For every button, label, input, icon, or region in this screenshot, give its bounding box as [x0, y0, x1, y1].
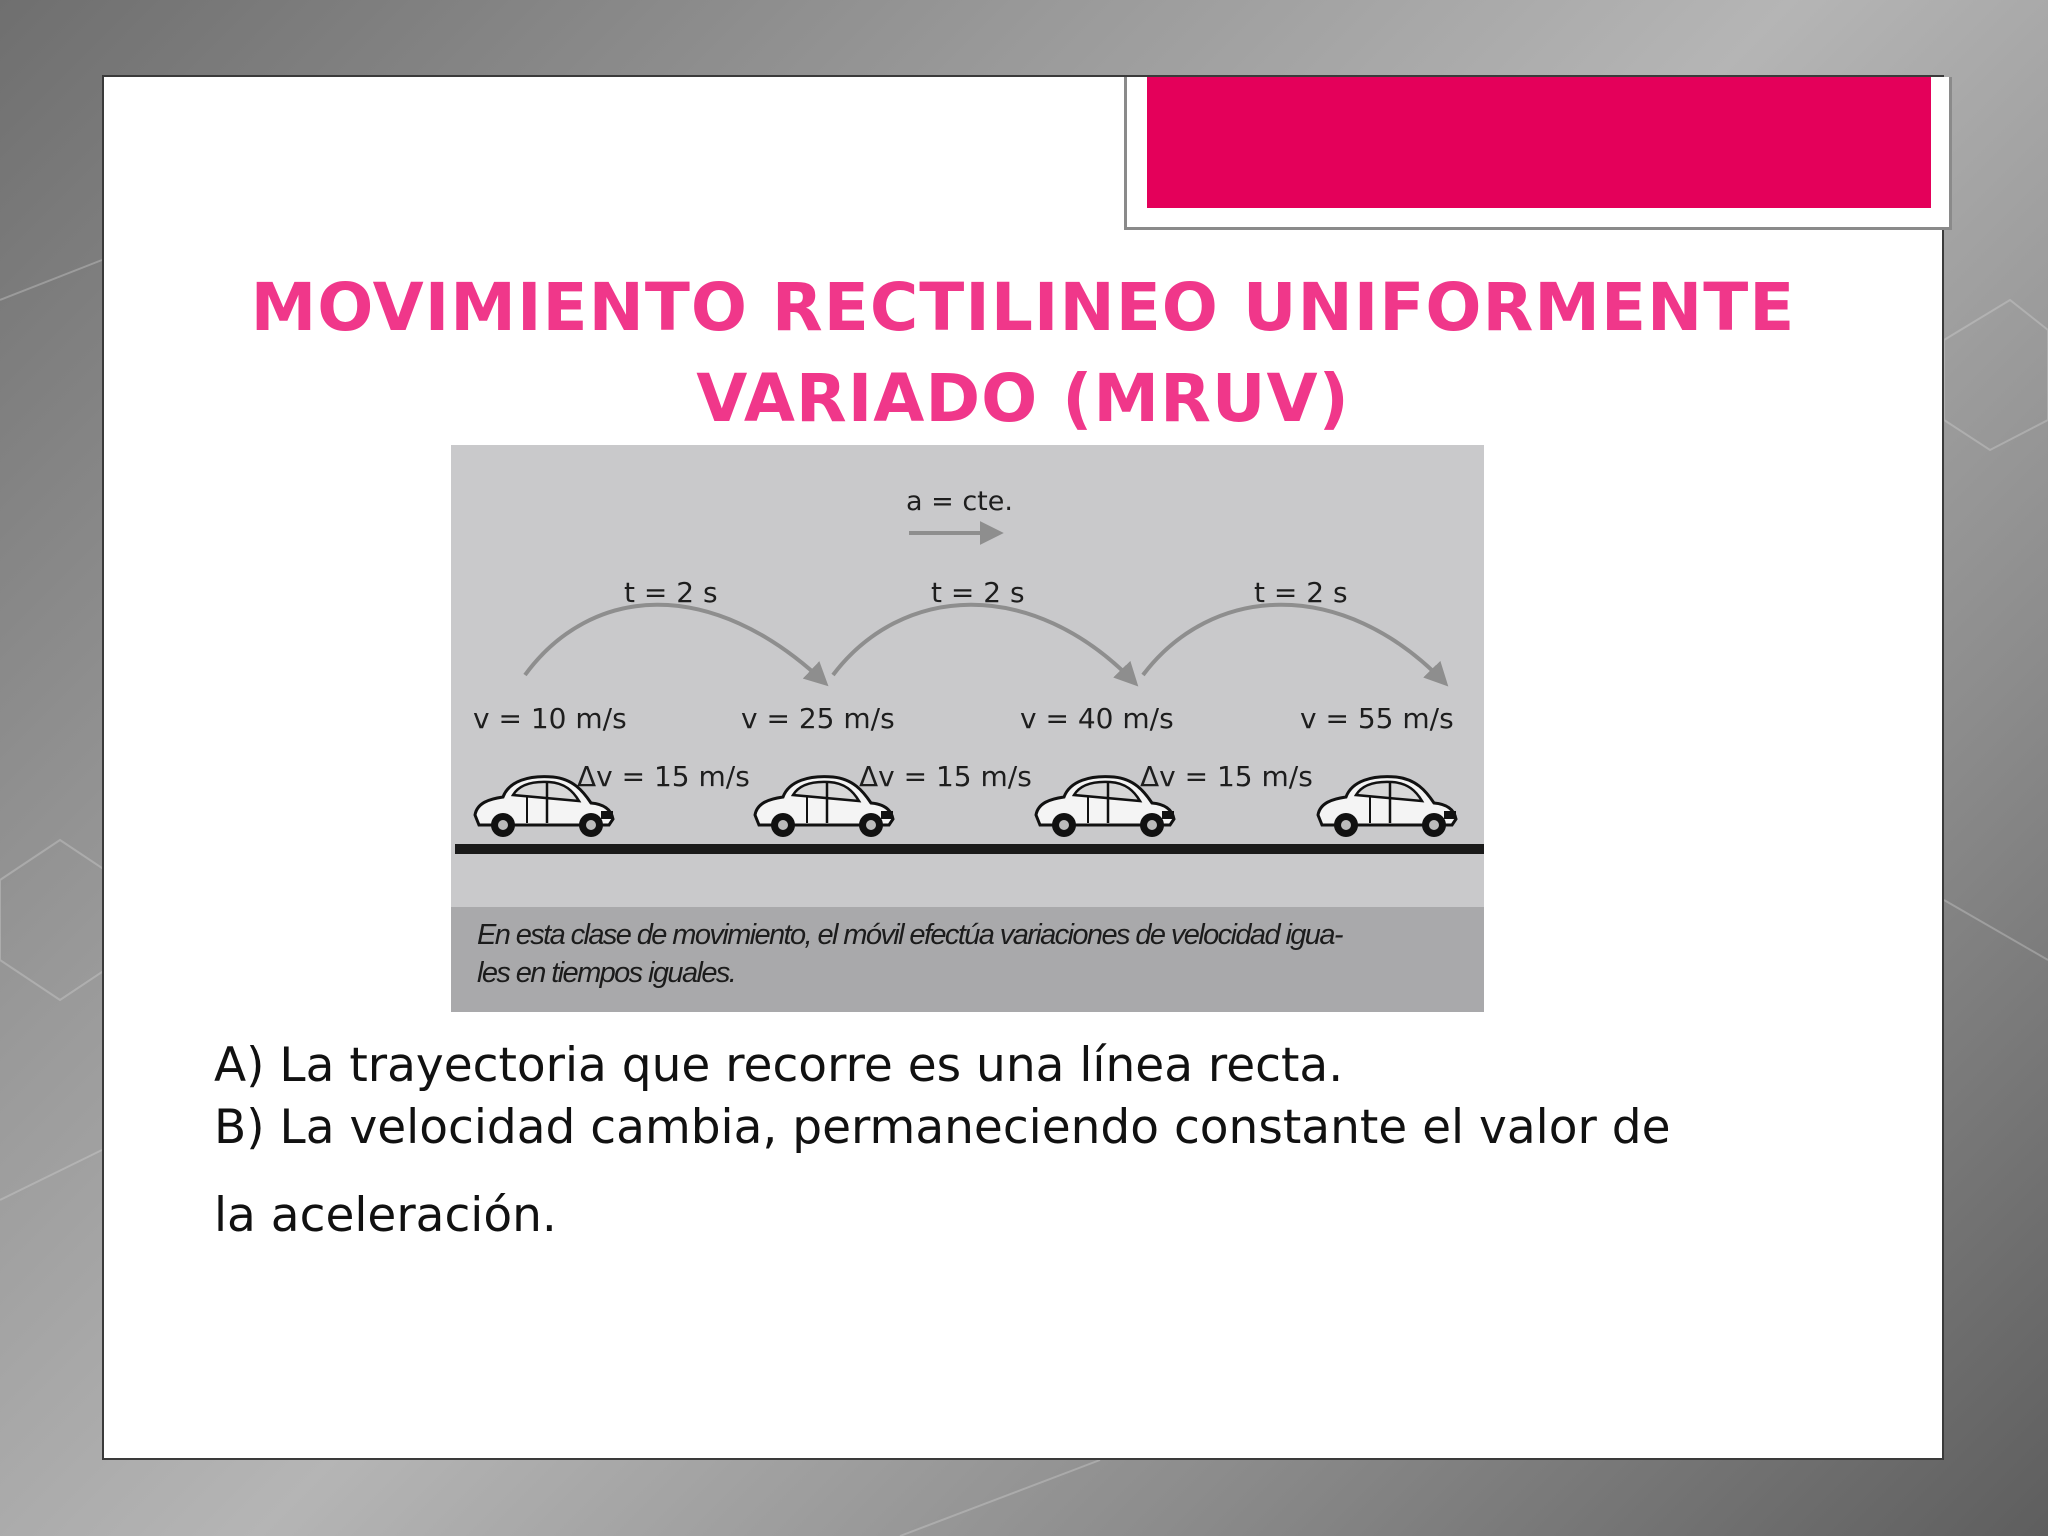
- point-b-line-1: B) La velocidad cambia, permaneciendo constante el valor de: [214, 1100, 1671, 1155]
- interval-arc: [833, 605, 1135, 683]
- velocity-label: v = 25 m/s: [741, 702, 895, 735]
- interval-time-label: t = 2 s: [1254, 576, 1348, 609]
- caption-line-1: En esta clase de movimiento, el móvil efectúa variaciones de velocidad igua-: [477, 919, 1342, 951]
- slide-title: [102, 262, 1944, 444]
- road: [455, 844, 1484, 854]
- acceleration-label: a = cte.: [906, 486, 1013, 517]
- delta-velocity-label: Δv = 15 m/s: [1140, 760, 1313, 793]
- caption-line-2: les en tiempos iguales.: [477, 957, 736, 989]
- point-b-line-2: la aceleración.: [214, 1188, 557, 1243]
- title-line-2: VARIADO (MRUV): [696, 360, 1350, 437]
- interval-arc: [525, 605, 825, 683]
- point-a: A) La trayectoria que recorre es una línea recta.: [214, 1038, 1344, 1093]
- car-icon: [1318, 777, 1456, 837]
- interval-arc: [1143, 605, 1445, 683]
- velocity-label: v = 10 m/s: [473, 702, 627, 735]
- title-line-1: MOVIMIENTO RECTILINEO UNIFORMENTE: [250, 269, 1796, 346]
- velocity-label: v = 55 m/s: [1300, 702, 1454, 735]
- interval-time-label: t = 2 s: [931, 576, 1025, 609]
- mruv-figure: [451, 445, 1484, 1012]
- accent-bar: [1147, 77, 1931, 208]
- delta-velocity-label: Δv = 15 m/s: [577, 760, 750, 793]
- slide-body: [214, 1035, 1914, 1247]
- header-tab: [1124, 77, 1952, 230]
- figure-caption: [477, 916, 1467, 992]
- velocity-label: v = 40 m/s: [1020, 702, 1174, 735]
- delta-velocity-label: Δv = 15 m/s: [859, 760, 1032, 793]
- interval-time-label: t = 2 s: [624, 576, 718, 609]
